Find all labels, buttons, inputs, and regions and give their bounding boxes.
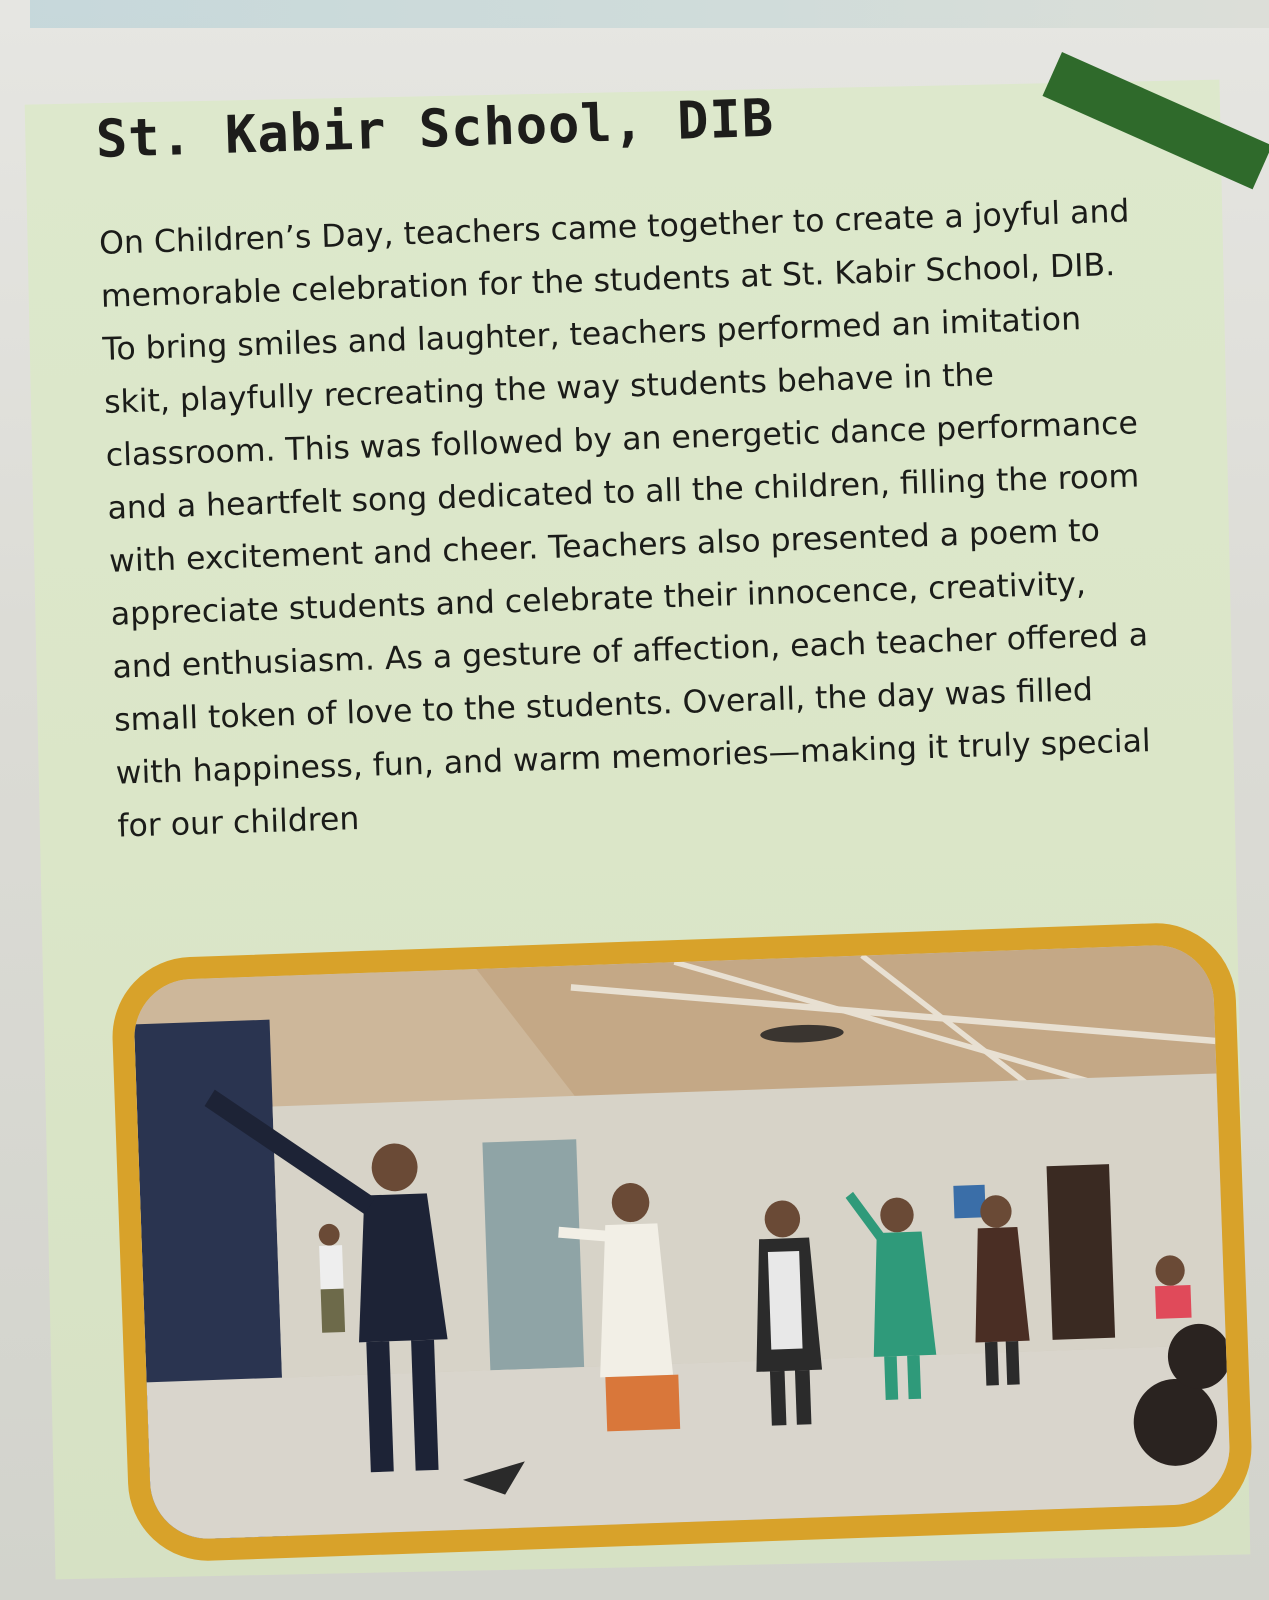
article-photo [110, 921, 1254, 1564]
article-body: On Children’s Day, teachers came together to create a joyful and memorable celebration for the students at St. Kabir School, DIB. To bring smiles and laughter, teachers performed an imitation skit, playfully recreating the way students behave in the classroom. This was followed by an energetic dance performance and a heartfelt song dedicated to all the children, filling the room with excitement and cheer. Teachers also presented a poem to appreciate students and celebrate their innocence, creativity, and enthusiasm. As a gesture of affection, each teacher offered a small token of love to the students. Overall, the day was filled with happiness, fun, and warm memories—making it truly special for our children [98, 193, 1152, 845]
top-color-strip [30, 0, 1269, 28]
article-title: St. Kabir School, DIB [95, 88, 776, 170]
photo-partition [482, 1139, 584, 1370]
photo-dancing-teachers [133, 943, 1232, 1540]
photo-doorway [1047, 1164, 1116, 1340]
article-content [95, 77, 1178, 854]
